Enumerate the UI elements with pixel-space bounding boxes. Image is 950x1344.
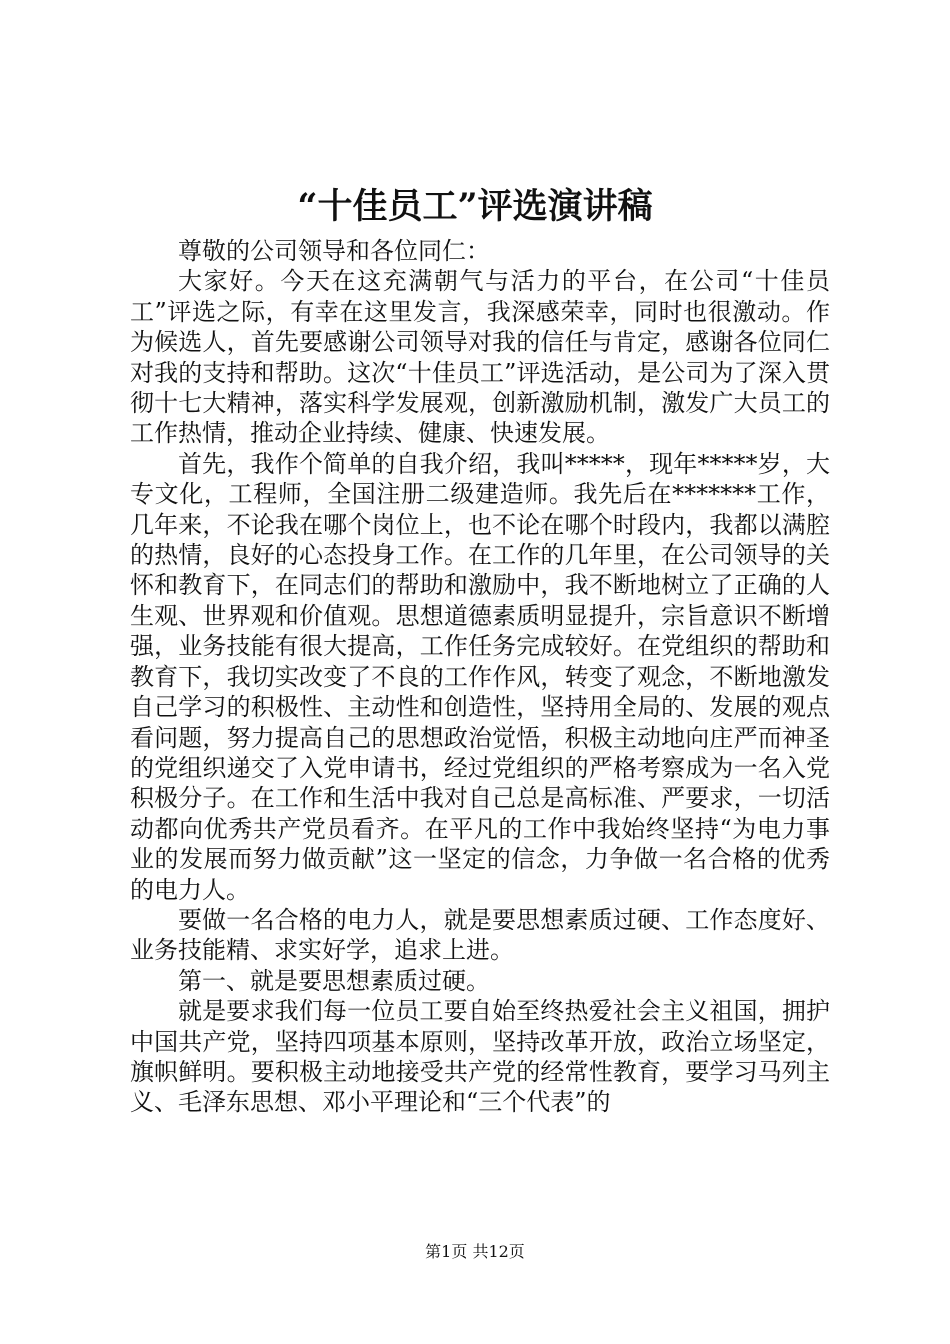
document-body — [130, 236, 830, 1118]
paragraph-salutation: 尊敬的公司领导和各位同仁： — [178, 237, 490, 265]
paragraph-greeting: 大家好。今天在这充满朝气与活力的平台，在公司“十佳员工”评选之际，有幸在这里发言，我深感荣幸，同时也很激动。作为候选人，首先要感谢公司领导对我的信任与肯定，感谢各位同仁对我的支持和帮助。这次“十佳员工”评选活动，是公司为了深入贯彻十七大精神，落实科学发展观，创新激励机制，激发广大员工的工作热情，推动企业持续、健康、快速发展。 — [130, 267, 830, 448]
document-title: “十佳员工”评选演讲稿 — [297, 186, 653, 227]
paragraph-point-one-body: 就是要求我们每一位员工要自始至终热爱社会主义祖国，拥护中国共产党，坚持四项基本原则，坚持改革开放，政治立场坚定，旗帜鲜明。要积极主动地接受共产党的经常性教育，要学习马列主义、毛泽东思想、邓小平理论和“三个代表”的 — [130, 997, 830, 1117]
paragraph-self-introduction: 首先，我作个简单的自我介绍，我叫*****，现年*****岁，大专文化，工程师，全国注册二级建造师。我先后在*******工作，几年来，不论我在哪个岗位上，也不论在哪个时段内，我都以满腔的热情，良好的心态投身工作。在工作的几年里，在公司领导的关怀和教育下，在同志们的帮助和激励中，我不断地树立了正确的人生观、世界观和价值观。思想道德素质明显提升，宗旨意识不断增强，业务技能有很大提高，工作任务完成较好。在党组织的帮助和教育下，我切实改变了不良的工作作风，转变了观念，不断地激发自己学习的积极性、主动性和创造性，坚持用全局的、发展的观点看问题，努力提高自己的思想政治觉悟，积极主动地向庄严而神圣的党组织递交了入党申请书，经过党组织的严格考察成为一名入党积极分子。在工作和生活中我对自己总是高标准、严要求，一切活动都向优秀共产党员看齐。在平凡的工作中我始终坚持“为电力事业的发展而努力做贡献”这一坚定的信念，力争做一名合格的优秀的电力人。 — [130, 449, 830, 904]
paragraph-point-one-heading: 第一、就是要思想素质过硬。 — [178, 966, 490, 995]
paragraph-requirements: 要做一名合格的电力人，就是要思想素质过硬、工作态度好、业务技能精、求实好学，追求上进。 — [130, 905, 830, 965]
page-number-footer: 第1页 共12页 — [425, 1242, 525, 1261]
